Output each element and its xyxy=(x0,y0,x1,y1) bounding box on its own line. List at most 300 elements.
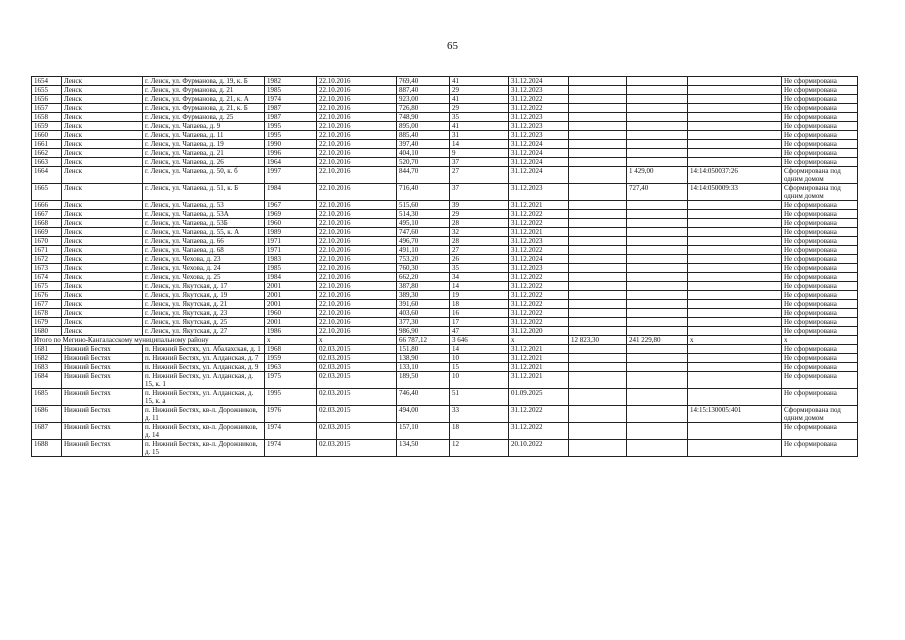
cell-locality: Ленск xyxy=(62,140,143,149)
cell-area: 404,10 xyxy=(397,149,450,158)
cell-deadline: 31.12.2022 xyxy=(509,406,569,423)
cell-land-status: Не сформирована xyxy=(782,104,858,113)
cell-row-number: 1676 xyxy=(32,291,62,300)
cell-land-status: Не сформирована xyxy=(782,210,858,219)
cell-row-number: 1670 xyxy=(32,237,62,246)
cell-date: 22.10.2016 xyxy=(317,210,397,219)
cell-year-built: 2001 xyxy=(265,282,317,291)
cell-locality: Ленск xyxy=(62,104,143,113)
cell-residents: 28 xyxy=(450,237,509,246)
cell-address: г. Ленск, ул. Якутская, д. 21 xyxy=(143,300,265,309)
cell-col-9 xyxy=(569,282,627,291)
cell-land-area xyxy=(627,255,688,264)
table-row xyxy=(32,167,858,184)
cell-cadastral-number xyxy=(688,264,782,273)
table-row xyxy=(32,345,858,354)
cell-area: 923,00 xyxy=(397,95,450,104)
cell-area: 885,40 xyxy=(397,131,450,140)
table-row xyxy=(32,264,858,273)
cell-locality: Ленск xyxy=(62,228,143,237)
cell-area: 716,40 xyxy=(397,184,450,201)
cell-row-number: 1668 xyxy=(32,219,62,228)
cell-deadline: 31.12.2021 xyxy=(509,201,569,210)
cell-cadastral-number xyxy=(688,140,782,149)
cell-cadastral-number xyxy=(688,255,782,264)
cell-area: 387,80 xyxy=(397,282,450,291)
cell-col-9 xyxy=(569,327,627,336)
cell-col-9 xyxy=(569,440,627,457)
cell-area: 491,10 xyxy=(397,246,450,255)
cell-cadastral-number xyxy=(688,228,782,237)
cell-address: г. Ленск, ул. Якутская, д. 25 xyxy=(143,318,265,327)
cell-cadastral-number xyxy=(688,291,782,300)
cell-date: 22.10.2016 xyxy=(317,131,397,140)
table-row xyxy=(32,282,858,291)
cell-year-built: 1984 xyxy=(265,184,317,201)
cell-area: 397,40 xyxy=(397,140,450,149)
cell-area: 844,70 xyxy=(397,167,450,184)
cell-deadline: 31.12.2022 xyxy=(509,95,569,104)
cell-residents: 19 xyxy=(450,291,509,300)
cell-date: 22.10.2016 xyxy=(317,291,397,300)
cell-residents: 33 xyxy=(450,406,509,423)
cell-land-area xyxy=(627,309,688,318)
cell-row-number: 1671 xyxy=(32,246,62,255)
cell-col-9 xyxy=(569,309,627,318)
cell-area: 760,30 xyxy=(397,264,450,273)
cell-row-number: 1683 xyxy=(32,363,62,372)
cell-land-status: Не сформирована xyxy=(782,264,858,273)
cell-year-built: 1990 xyxy=(265,140,317,149)
cell-year-built: 1975 xyxy=(265,372,317,389)
cell-residents: 29 xyxy=(450,104,509,113)
cell-land-area xyxy=(627,95,688,104)
cell-deadline: 31.12.2022 xyxy=(509,104,569,113)
cell-area: 747,60 xyxy=(397,228,450,237)
table-row xyxy=(32,389,858,406)
cell-year-built: 1995 xyxy=(265,131,317,140)
cell-land-area: 727,40 xyxy=(627,184,688,201)
cell-col-9 xyxy=(569,300,627,309)
cell-land-status: Не сформирована xyxy=(782,122,858,131)
cell-locality: Нижний Бестях xyxy=(62,423,143,440)
cell-locality: Ленск xyxy=(62,86,143,95)
cell-deadline: 31.12.2024 xyxy=(509,255,569,264)
cell-row-number: 1658 xyxy=(32,113,62,122)
cell-deadline: 31.12.2024 xyxy=(509,158,569,167)
cell-col-9 xyxy=(569,363,627,372)
cell-address: г. Ленск, ул. Фурманова, д. 25 xyxy=(143,113,265,122)
cell-address: г. Ленск, ул. Фурманова, д. 19, к. Б xyxy=(143,77,265,86)
cell-row-number: 1688 xyxy=(32,440,62,457)
table-row xyxy=(32,300,858,309)
cell-land-status: Не сформирована xyxy=(782,149,858,158)
cell-deadline: 01.09.2025 xyxy=(509,389,569,406)
cell-col-9 xyxy=(569,406,627,423)
cell-year-built: 1969 xyxy=(265,210,317,219)
cell-year-built: 1974 xyxy=(265,95,317,104)
cell-cadastral-number xyxy=(688,246,782,255)
cell-land-status: Сформирована под одним домом xyxy=(782,406,858,423)
table-row xyxy=(32,95,858,104)
cell-date: 02.03.2015 xyxy=(317,389,397,406)
cell-area: 769,40 xyxy=(397,77,450,86)
table-row xyxy=(32,140,858,149)
cell-year-built: 1959 xyxy=(265,354,317,363)
cell-address: г. Ленск, ул. Чапаева, д. 21 xyxy=(143,149,265,158)
cell-col-9 xyxy=(569,389,627,406)
cell-locality: Ленск xyxy=(62,158,143,167)
cell-date: 02.03.2015 xyxy=(317,423,397,440)
cell-deadline: 31.12.2024 xyxy=(509,167,569,184)
table-row xyxy=(32,237,858,246)
total-cell: x xyxy=(782,336,858,345)
cell-date: 22.10.2016 xyxy=(317,282,397,291)
table-row xyxy=(32,77,858,86)
cell-cadastral-number xyxy=(688,237,782,246)
cell-deadline: 31.12.2022 xyxy=(509,309,569,318)
cell-date: 22.10.2016 xyxy=(317,104,397,113)
cell-year-built: 1987 xyxy=(265,104,317,113)
cell-land-area xyxy=(627,300,688,309)
cell-row-number: 1659 xyxy=(32,122,62,131)
cell-col-9 xyxy=(569,255,627,264)
cell-date: 22.10.2016 xyxy=(317,219,397,228)
table-row xyxy=(32,158,858,167)
table-row xyxy=(32,201,858,210)
table-row xyxy=(32,327,858,336)
cell-residents: 14 xyxy=(450,345,509,354)
cell-land-status: Не сформирована xyxy=(782,354,858,363)
cell-cadastral-number xyxy=(688,273,782,282)
cell-address: г. Ленск, ул. Якутская, д. 23 xyxy=(143,309,265,318)
cell-land-status: Не сформирована xyxy=(782,389,858,406)
cell-locality: Ленск xyxy=(62,318,143,327)
cell-cadastral-number xyxy=(688,318,782,327)
table-row xyxy=(32,228,858,237)
cell-locality: Нижний Бестях xyxy=(62,345,143,354)
cell-land-area xyxy=(627,318,688,327)
cell-residents: 41 xyxy=(450,122,509,131)
table-row xyxy=(32,406,858,423)
cell-year-built: 1997 xyxy=(265,167,317,184)
cell-land-area xyxy=(627,372,688,389)
cell-year-built: 1985 xyxy=(265,86,317,95)
cell-cadastral-number xyxy=(688,440,782,457)
cell-deadline: 31.12.2022 xyxy=(509,300,569,309)
table-row xyxy=(32,131,858,140)
cell-cadastral-number xyxy=(688,122,782,131)
table-row xyxy=(32,113,858,122)
cell-area: 753,20 xyxy=(397,255,450,264)
cell-row-number: 1678 xyxy=(32,309,62,318)
cell-area: 514,30 xyxy=(397,210,450,219)
cell-locality: Нижний Бестях xyxy=(62,354,143,363)
table-row xyxy=(32,372,858,389)
cell-residents: 26 xyxy=(450,255,509,264)
cell-address: п. Нижний Бестях, кв-л. Дорожников, д. 14 xyxy=(143,423,265,440)
cell-land-area xyxy=(627,406,688,423)
cell-land-area xyxy=(627,86,688,95)
cell-deadline: 31.12.2021 xyxy=(509,228,569,237)
cell-residents: 39 xyxy=(450,201,509,210)
cell-area: 496,70 xyxy=(397,237,450,246)
cell-land-area xyxy=(627,104,688,113)
cell-col-9 xyxy=(569,86,627,95)
table-row xyxy=(32,273,858,282)
cell-land-status: Не сформирована xyxy=(782,273,858,282)
cell-year-built: 1960 xyxy=(265,309,317,318)
cell-address: п. Нижний Бестях, ул. Алданская, д. 15, к. 1 xyxy=(143,372,265,389)
cell-land-status: Не сформирована xyxy=(782,158,858,167)
cell-year-built: 1996 xyxy=(265,149,317,158)
cell-area: 134,50 xyxy=(397,440,450,457)
cell-locality: Ленск xyxy=(62,201,143,210)
cell-residents: 37 xyxy=(450,184,509,201)
cell-land-status: Не сформирована xyxy=(782,228,858,237)
cell-date: 02.03.2015 xyxy=(317,345,397,354)
cell-deadline: 20.10.2022 xyxy=(509,440,569,457)
cell-date: 02.03.2015 xyxy=(317,363,397,372)
cell-land-status: Не сформирована xyxy=(782,237,858,246)
cell-residents: 18 xyxy=(450,423,509,440)
cell-address: п. Нижний Бестях, кв-л. Дорожников, д. 15 xyxy=(143,440,265,457)
cell-land-status: Не сформирована xyxy=(782,282,858,291)
cell-land-area xyxy=(627,113,688,122)
cell-col-9 xyxy=(569,201,627,210)
cell-date: 22.10.2016 xyxy=(317,264,397,273)
cell-row-number: 1673 xyxy=(32,264,62,273)
cell-area: 189,50 xyxy=(397,372,450,389)
cell-row-number: 1685 xyxy=(32,389,62,406)
cell-date: 22.10.2016 xyxy=(317,113,397,122)
cell-address: г. Ленск, ул. Чапаева, д. 66 xyxy=(143,237,265,246)
cell-col-9 xyxy=(569,77,627,86)
cell-cadastral-number xyxy=(688,131,782,140)
cell-address: г. Ленск, ул. Чапаева, д. 68 xyxy=(143,246,265,255)
cell-residents: 27 xyxy=(450,246,509,255)
cell-area: 494,00 xyxy=(397,406,450,423)
cell-row-number: 1660 xyxy=(32,131,62,140)
cell-year-built: 1976 xyxy=(265,406,317,423)
cell-col-9 xyxy=(569,104,627,113)
total-label: Итого по Мегино-Кангаласскому муниципальному району xyxy=(32,336,265,345)
cell-land-status: Не сформирована xyxy=(782,77,858,86)
cell-date: 22.10.2016 xyxy=(317,300,397,309)
cell-land-area xyxy=(627,158,688,167)
cell-locality: Ленск xyxy=(62,282,143,291)
cell-cadastral-number: 14:14:050009:33 xyxy=(688,184,782,201)
cell-deadline: 31.12.2022 xyxy=(509,318,569,327)
cell-area: 726,80 xyxy=(397,104,450,113)
cell-col-9 xyxy=(569,95,627,104)
cell-col-9 xyxy=(569,219,627,228)
cell-locality: Ленск xyxy=(62,309,143,318)
cell-address: г. Ленск, ул. Чапаева, д. 19 xyxy=(143,140,265,149)
table-row xyxy=(32,86,858,95)
cell-row-number: 1680 xyxy=(32,327,62,336)
cell-locality: Ленск xyxy=(62,264,143,273)
cell-land-area: 1 429,00 xyxy=(627,167,688,184)
cell-locality: Ленск xyxy=(62,300,143,309)
cell-residents: 35 xyxy=(450,264,509,273)
cell-year-built: 2001 xyxy=(265,318,317,327)
cell-residents: 12 xyxy=(450,440,509,457)
cell-row-number: 1675 xyxy=(32,282,62,291)
cell-residents: 35 xyxy=(450,113,509,122)
cell-cadastral-number xyxy=(688,389,782,406)
cell-land-area xyxy=(627,77,688,86)
cell-date: 22.10.2016 xyxy=(317,122,397,131)
total-cell: x xyxy=(688,336,782,345)
cell-year-built: 1974 xyxy=(265,423,317,440)
cell-land-area xyxy=(627,219,688,228)
cell-cadastral-number xyxy=(688,95,782,104)
cell-land-area xyxy=(627,273,688,282)
cell-year-built: 1986 xyxy=(265,327,317,336)
cell-col-9 xyxy=(569,354,627,363)
cell-year-built: 1983 xyxy=(265,255,317,264)
cell-year-built: 1960 xyxy=(265,219,317,228)
cell-date: 22.10.2016 xyxy=(317,95,397,104)
cell-row-number: 1661 xyxy=(32,140,62,149)
cell-year-built: 1967 xyxy=(265,201,317,210)
cell-date: 22.10.2016 xyxy=(317,255,397,264)
cell-row-number: 1656 xyxy=(32,95,62,104)
cell-cadastral-number xyxy=(688,149,782,158)
table-row xyxy=(32,122,858,131)
total-cell: x xyxy=(509,336,569,345)
cell-residents: 10 xyxy=(450,354,509,363)
cell-address: п. Нижний Бестях, ул. Алданская, д. 15, к. а xyxy=(143,389,265,406)
cell-land-status: Не сформирована xyxy=(782,363,858,372)
cell-date: 22.10.2016 xyxy=(317,273,397,282)
cell-land-area xyxy=(627,440,688,457)
cell-address: г. Ленск, ул. Чапаева, д. 53А xyxy=(143,210,265,219)
total-cell: x xyxy=(265,336,317,345)
cell-row-number: 1677 xyxy=(32,300,62,309)
cell-deadline: 31.12.2022 xyxy=(509,282,569,291)
cell-row-number: 1655 xyxy=(32,86,62,95)
cell-land-area xyxy=(627,389,688,406)
cell-cadastral-number: 14:15:130005:401 xyxy=(688,406,782,423)
cell-address: г. Ленск, ул. Чапаева, д. 9 xyxy=(143,122,265,131)
cell-locality: Ленск xyxy=(62,77,143,86)
cell-deadline: 31.12.2021 xyxy=(509,363,569,372)
cell-land-status: Не сформирована xyxy=(782,246,858,255)
cell-locality: Нижний Бестях xyxy=(62,406,143,423)
cell-year-built: 1971 xyxy=(265,246,317,255)
cell-deadline: 31.12.2023 xyxy=(509,86,569,95)
cell-land-area xyxy=(627,237,688,246)
cell-area: 133,10 xyxy=(397,363,450,372)
cell-col-9 xyxy=(569,291,627,300)
cell-col-9 xyxy=(569,167,627,184)
cell-residents: 51 xyxy=(450,389,509,406)
table-row xyxy=(32,318,858,327)
cell-year-built: 2001 xyxy=(265,300,317,309)
cell-year-built: 1985 xyxy=(265,264,317,273)
cell-year-built: 1971 xyxy=(265,237,317,246)
cell-address: г. Ленск, ул. Чапаева, д. 53Б xyxy=(143,219,265,228)
cell-cadastral-number xyxy=(688,423,782,440)
cell-year-built: 1964 xyxy=(265,158,317,167)
cell-cadastral-number xyxy=(688,104,782,113)
cell-land-status: Не сформирована xyxy=(782,327,858,336)
cell-land-area xyxy=(627,210,688,219)
cell-land-status: Не сформирована xyxy=(782,318,858,327)
cell-land-status: Не сформирована xyxy=(782,131,858,140)
cell-land-status: Не сформирована xyxy=(782,309,858,318)
cell-year-built: 1963 xyxy=(265,363,317,372)
cell-year-built: 1995 xyxy=(265,122,317,131)
cell-residents: 47 xyxy=(450,327,509,336)
cell-area: 389,30 xyxy=(397,291,450,300)
cell-residents: 29 xyxy=(450,86,509,95)
cell-locality: Ленск xyxy=(62,113,143,122)
cell-cadastral-number xyxy=(688,113,782,122)
cell-date: 22.10.2016 xyxy=(317,167,397,184)
cell-area: 986,90 xyxy=(397,327,450,336)
cell-row-number: 1654 xyxy=(32,77,62,86)
cell-address: п. Нижний Бестях, кв-л. Дорожников, д. 11 xyxy=(143,406,265,423)
cell-area: 887,40 xyxy=(397,86,450,95)
cell-cadastral-number xyxy=(688,300,782,309)
cell-land-status: Не сформирована xyxy=(782,86,858,95)
cell-cadastral-number xyxy=(688,77,782,86)
cell-cadastral-number xyxy=(688,372,782,389)
cell-area: 748,90 xyxy=(397,113,450,122)
cell-residents: 16 xyxy=(450,309,509,318)
housing-registry-table xyxy=(31,76,858,457)
table-row xyxy=(32,104,858,113)
cell-cadastral-number xyxy=(688,327,782,336)
table-row xyxy=(32,423,858,440)
cell-col-9 xyxy=(569,345,627,354)
cell-date: 02.03.2015 xyxy=(317,406,397,423)
cell-deadline: 31.12.2023 xyxy=(509,264,569,273)
cell-cadastral-number xyxy=(688,219,782,228)
cell-deadline: 31.12.2022 xyxy=(509,219,569,228)
cell-residents: 41 xyxy=(450,77,509,86)
cell-locality: Ленск xyxy=(62,122,143,131)
cell-land-status: Не сформирована xyxy=(782,201,858,210)
cell-cadastral-number xyxy=(688,282,782,291)
cell-row-number: 1665 xyxy=(32,184,62,201)
cell-residents: 29 xyxy=(450,210,509,219)
cell-col-9 xyxy=(569,273,627,282)
cell-deadline: 31.12.2023 xyxy=(509,113,569,122)
cell-cadastral-number xyxy=(688,345,782,354)
cell-address: г. Ленск, ул. Фурманова, д. 21, к. Б xyxy=(143,104,265,113)
cell-row-number: 1679 xyxy=(32,318,62,327)
cell-row-number: 1666 xyxy=(32,201,62,210)
cell-col-9 xyxy=(569,158,627,167)
cell-date: 22.10.2016 xyxy=(317,158,397,167)
cell-land-area xyxy=(627,131,688,140)
cell-residents: 14 xyxy=(450,140,509,149)
cell-row-number: 1682 xyxy=(32,354,62,363)
cell-cadastral-number xyxy=(688,309,782,318)
cell-land-status: Не сформирована xyxy=(782,372,858,389)
cell-cadastral-number xyxy=(688,201,782,210)
cell-residents: 14 xyxy=(450,282,509,291)
table-row xyxy=(32,246,858,255)
cell-locality: Ленск xyxy=(62,184,143,201)
cell-deadline: 31.12.2023 xyxy=(509,237,569,246)
cell-area: 515,60 xyxy=(397,201,450,210)
cell-date: 22.10.2016 xyxy=(317,228,397,237)
